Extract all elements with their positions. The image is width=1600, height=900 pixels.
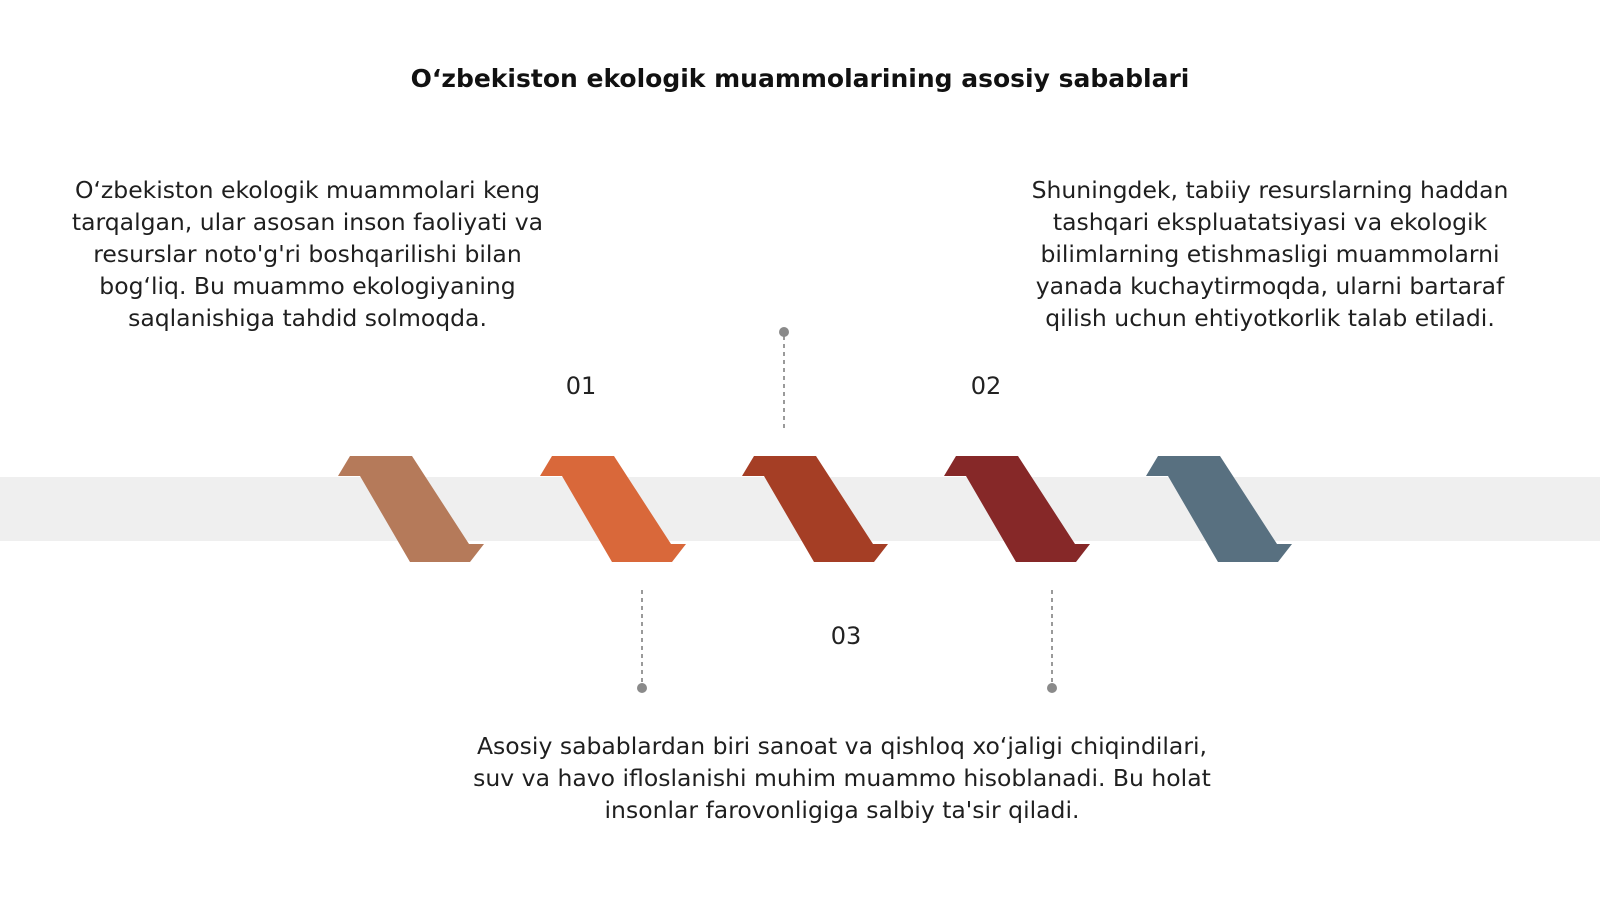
step-text-01: O‘zbekiston ekologik muammolari keng tarqalgan, ular asosan inson faoliyati va resurslar noto'g'ri boshqarilishi bilan bog‘liq. Bu muammo ekologiyaning saqlanishiga tahdid solmoqda. [71, 176, 544, 332]
chevron-1 [338, 456, 484, 562]
connector-top [779, 327, 789, 430]
connector-bottom-right [1047, 590, 1057, 693]
chevron-3 [742, 456, 888, 562]
step-number-02: 02 [970, 372, 1002, 400]
connector-bottom-left [637, 590, 647, 693]
chevron-2 [540, 456, 686, 562]
step-number-01: 01 [565, 372, 597, 400]
step-text-03: Asosiy sabablardan biri sanoat va qishloq xo‘jaligi chiqindilari, suv va havo ifloslanishi muhim muammo hisoblanadi. Bu holat insonlar farovonligiga salbiy ta'sir qiladi. [473, 732, 1211, 824]
page-title: O‘zbekiston ekologik muammolarining asosiy sabablari [410, 64, 1190, 93]
chevron-5 [1146, 456, 1292, 562]
step-text-02: Shuningdek, tabiiy resurslarning haddan tashqari ekspluatatsiyasi va ekologik bilimlarning etishmasligi muammolarni yanada kuchaytirmoqda, ularni bartaraf qilish uchun ehtiyotkorlik talab etiladi. [1031, 176, 1509, 332]
chevron-4 [944, 456, 1090, 562]
step-number-03: 03 [830, 622, 862, 650]
